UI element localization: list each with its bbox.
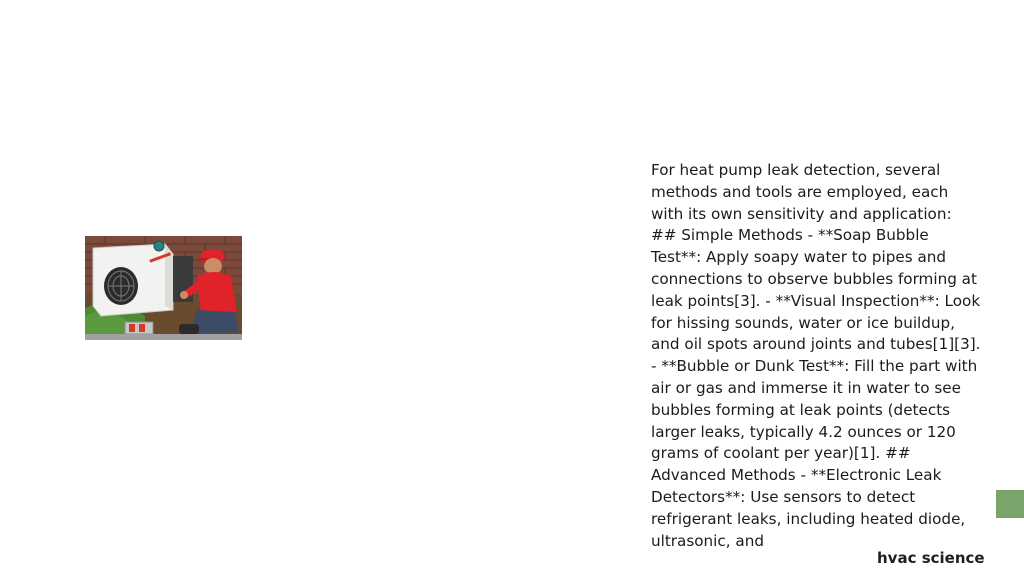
brand-label: hvac science <box>877 549 985 567</box>
technician-illustration-icon <box>85 236 242 340</box>
accent-square <box>996 490 1024 518</box>
leak-detection-body-text: For heat pump leak detection, several methods and tools are employed, each with its own sensitivity and application: ## Simple Methods - **Soap Bubble Test**: Apply soapy water to pipes and connections to observe bubbles forming at leak points[3]. - **Visual Inspection**: Look for hissing sounds, water or ice buildup, and oil spots around joints and tubes[1][3]. - **Bubble or Dunk Test**: Fill the part with air or gas and immerse it in water to see bubbles forming at leak points (detects larger leaks, typically 4.2 ounces or 120 grams of coolant per year)[1]. ## Advanced Methods - **Electronic Leak Detectors**: Use sensors to detect refrigerant leaks, including heated diode, ultrasonic, and <box>651 161 981 550</box>
heat-pump-technician-photo <box>85 236 242 340</box>
